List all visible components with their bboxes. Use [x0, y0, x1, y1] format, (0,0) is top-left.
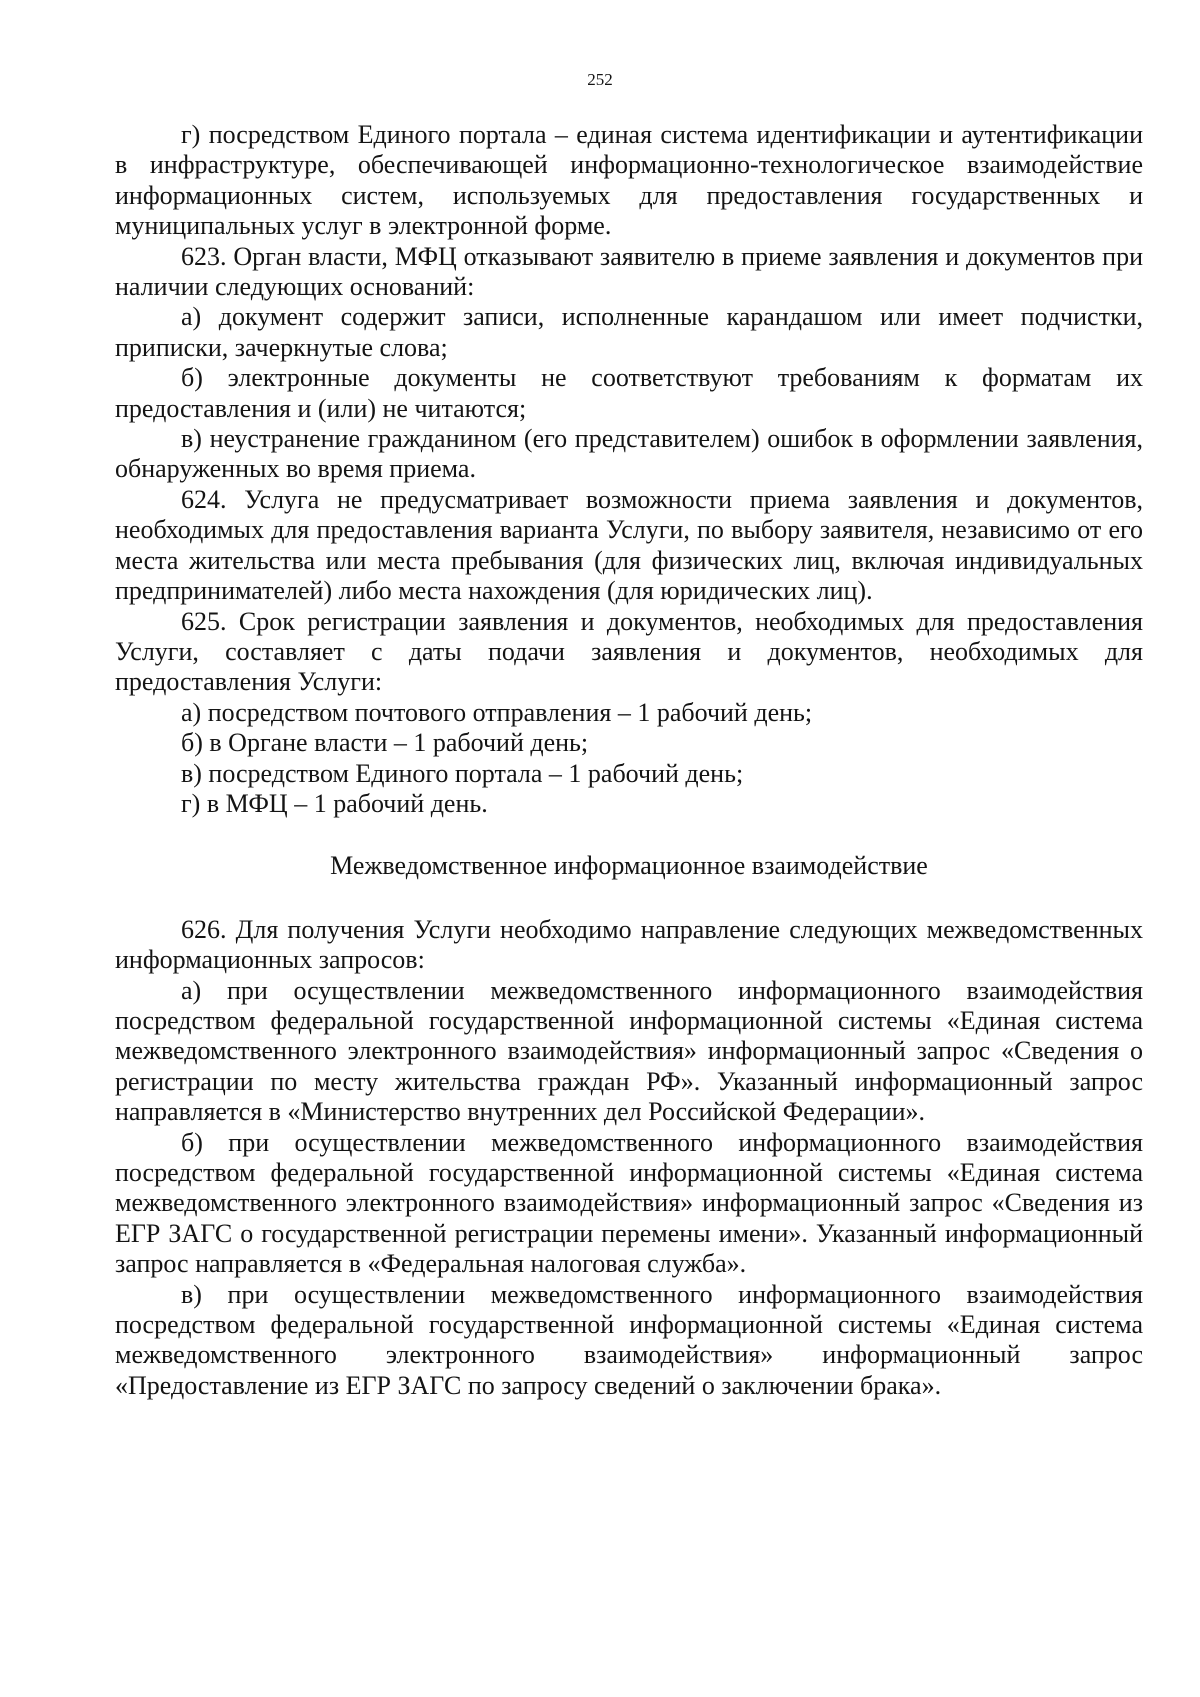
paragraph-626-v: в) при осуществлении межведомственного информационного взаимодействия посредством федеральной государственной информационной системы «Единая система межведомственного электронного взаимодействия» информационный запрос «Предоставление из ЕГР ЗАГС по запросу сведений о заключении брака».: [115, 1279, 1143, 1400]
paragraph-625-g: г) в МФЦ – 1 рабочий день.: [181, 788, 488, 818]
paragraph-623-a: а) документ содержит записи, исполненные карандашом или имеет подчистки, приписки, зачеркнутые слова;: [115, 302, 1143, 362]
paragraph-626: 626. Для получения Услуги необходимо направление следующих межведомственных информационных запросов:: [115, 914, 1143, 975]
paragraph-624: 624. Услуга не предусматривает возможности приема заявления и документов, необходимых для предоставления варианта Услуги, по выбору заявителя, независимо от его места жительства или места пребывания (для физических лиц, включая индивидуальных предпринимателей) либо места нахождения (для юридических лиц).: [115, 484, 1143, 606]
paragraph-623-v: в) неустранение гражданином (его представителем) ошибок в оформлении заявления, обнаруженных во время приема.: [115, 424, 1143, 484]
paragraph-625-b: б) в Органе власти – 1 рабочий день;: [181, 728, 589, 758]
paragraph-item-g-portal: г) посредством Единого портала – единая система идентификации и аутентификации в инфраструктуре, обеспечивающей информационно-технологическое взаимодействие информационных систем, используемых для предоставления государственных и муниципальных услуг в электронной форме.: [115, 120, 1143, 241]
section-heading: Межведомственное информационное взаимодействие: [330, 851, 928, 881]
page-number: 252: [587, 70, 613, 89]
paragraph-625-a: а) посредством почтового отправления – 1 рабочий день;: [181, 697, 813, 727]
paragraph-625-v: в) посредством Единого портала – 1 рабочий день;: [181, 758, 744, 788]
paragraph-623-b: б) электронные документы не соответствуют требованиям к форматам их предоставления и (или) не читаются;: [115, 363, 1143, 423]
paragraph-626-a: а) при осуществлении межведомственного информационного взаимодействия посредством федеральной государственной информационной системы «Единая система межведомственного электронного взаимодействия» информационный запрос «Сведения о регистрации по месту жительства граждан РФ». Указанный информационный запрос направляется в «Министерство внутренних дел Российской Федерации».: [115, 975, 1143, 1127]
paragraph-626-b: б) при осуществлении межведомственного информационного взаимодействия посредством федеральной государственной информационной системы «Единая система межведомственного электронного взаимодействия» информационный запрос «Сведения из ЕГР ЗАГС о государственной регистрации перемены имени». Указанный информационный запрос направляется в «Федеральная налоговая служба».: [115, 1127, 1143, 1279]
paragraph-623: 623. Орган власти, МФЦ отказывают заявителю в приеме заявления и документов при наличии следующих оснований:: [115, 241, 1143, 302]
paragraph-625: 625. Срок регистрации заявления и документов, необходимых для предоставления Услуги, составляет с даты подачи заявления и документов, необходимых для предоставления Услуги:: [115, 606, 1143, 697]
document-body: [115, 120, 1143, 1401]
